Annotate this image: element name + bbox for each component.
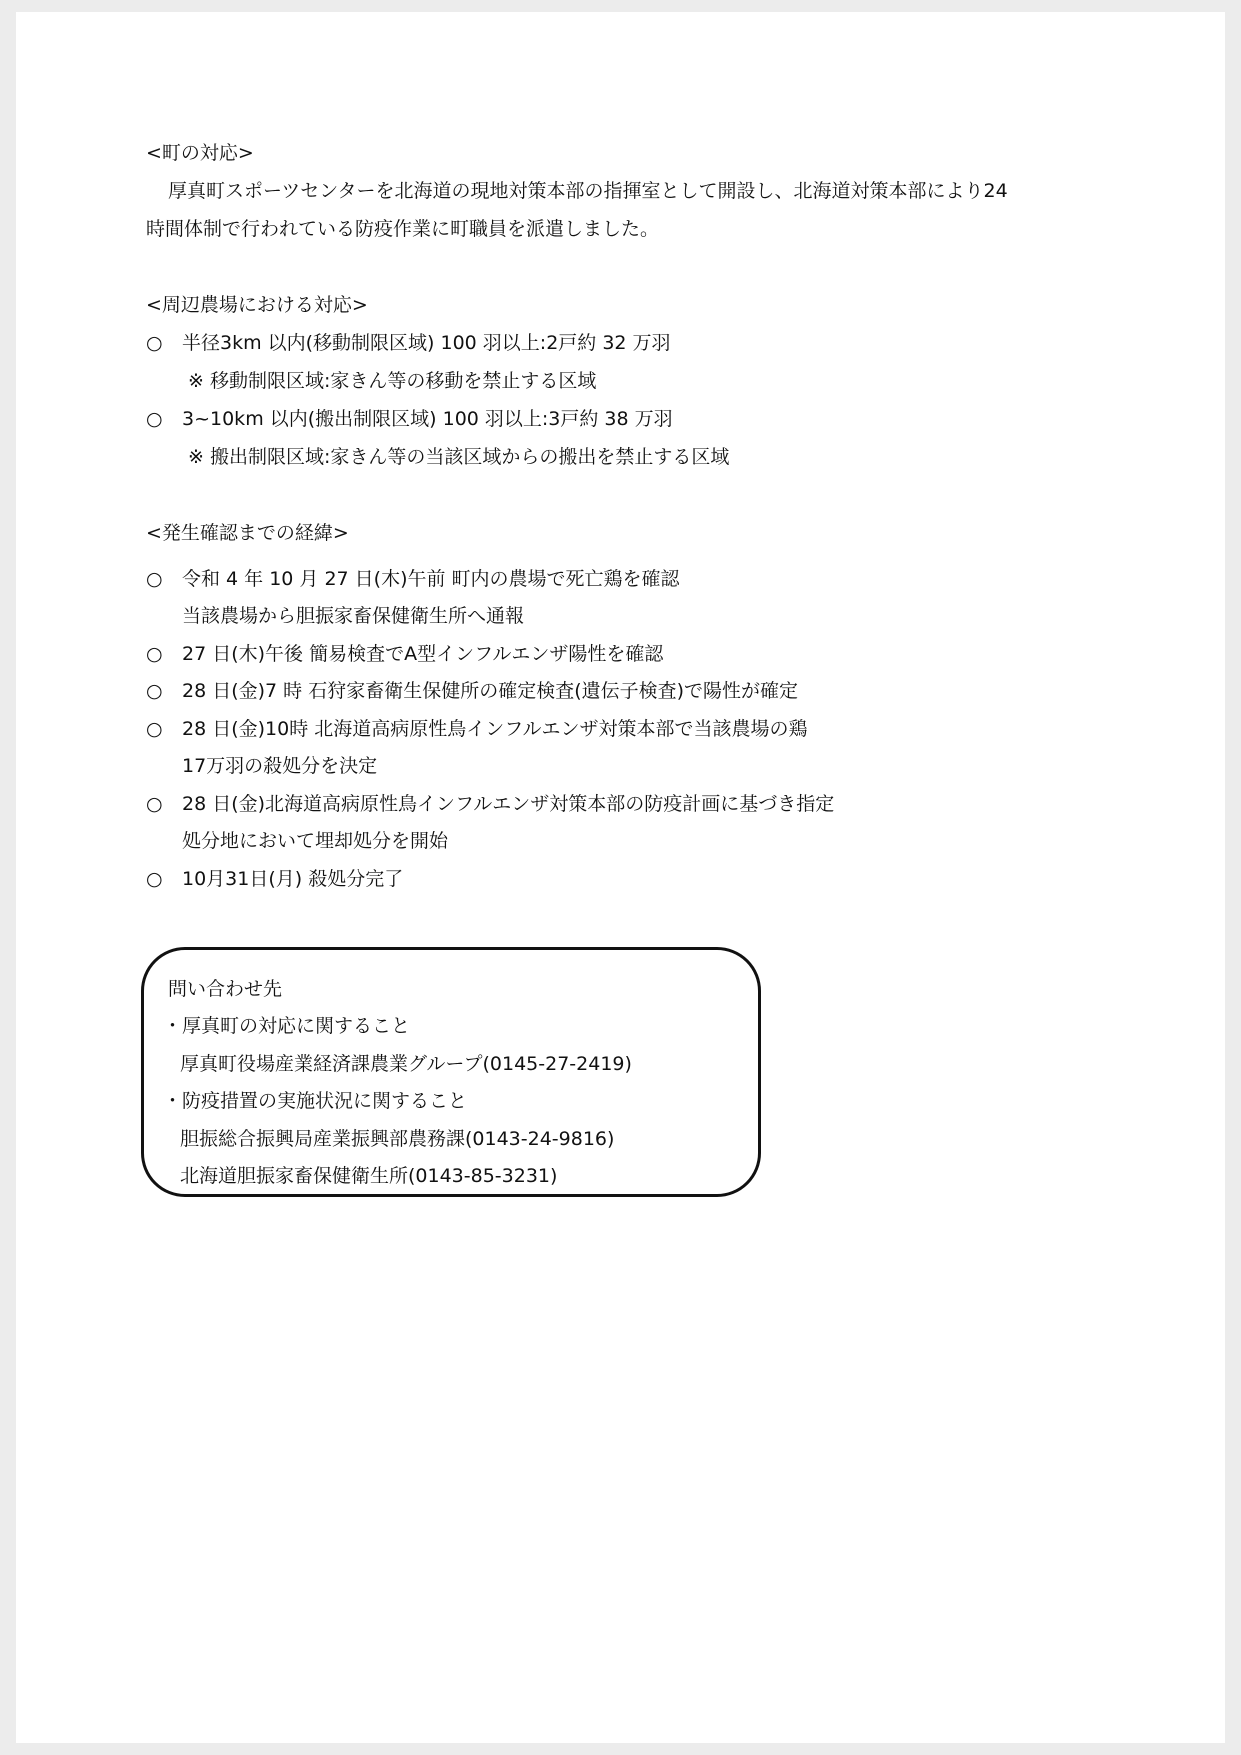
list-bullet: ○ bbox=[146, 718, 163, 740]
list-bullet: ○ bbox=[146, 868, 163, 890]
contact-section-label: ・厚真町の対応に関すること bbox=[163, 1015, 411, 1037]
surrounding-farms-heading: <周辺農場における対応> bbox=[146, 294, 368, 316]
timeline-item-continuation: 処分地において埋却処分を開始 bbox=[182, 830, 449, 852]
timeline-item: 10月31日(月) 殺処分完了 bbox=[182, 868, 404, 890]
timeline-item-continuation: 17万羽の殺処分を決定 bbox=[182, 755, 378, 777]
timeline-item: 28 日(金)7 時 石狩家畜衛生保健所の確定検査(遺伝子検査)で陽性が確定 bbox=[182, 680, 799, 702]
contact-entry: 北海道胆振家畜保健衛生所(0143-85-3231) bbox=[180, 1165, 558, 1187]
farm-zone-note: ※ 移動制限区域:家きん等の移動を禁止する区域 bbox=[188, 370, 597, 392]
town-response-paragraph-line-1: 厚真町スポーツセンターを北海道の現地対策本部の指揮室として開設し、北海道対策本部により24 bbox=[168, 180, 1008, 202]
list-bullet: ○ bbox=[146, 408, 163, 430]
list-bullet: ○ bbox=[146, 332, 163, 354]
timeline-item-continuation: 当該農場から胆振家畜保健衛生所へ通報 bbox=[182, 605, 525, 627]
document-page bbox=[16, 12, 1225, 1743]
list-bullet: ○ bbox=[146, 793, 163, 815]
list-bullet: ○ bbox=[146, 568, 163, 590]
contact-entry: 厚真町役場産業経済課農業グループ(0145-27-2419) bbox=[180, 1053, 632, 1075]
farm-zone-item: 半径3km 以内(移動制限区域) 100 羽以上:2戸約 32 万羽 bbox=[182, 332, 671, 354]
timeline-heading: <発生確認までの経緯> bbox=[146, 522, 349, 544]
timeline-item: 28 日(金)10時 北海道高病原性鳥インフルエンザ対策本部で当該農場の鶏 bbox=[182, 718, 808, 740]
timeline-item: 令和 4 年 10 月 27 日(木)午前 町内の農場で死亡鶏を確認 bbox=[182, 568, 680, 590]
list-bullet: ○ bbox=[146, 680, 163, 702]
timeline-item: 27 日(木)午後 簡易検査でA型インフルエンザ陽性を確認 bbox=[182, 643, 664, 665]
farm-zone-item: 3~10km 以内(搬出制限区域) 100 羽以上:3戸約 38 万羽 bbox=[182, 408, 673, 430]
list-bullet: ○ bbox=[146, 643, 163, 665]
timeline-item: 28 日(金)北海道高病原性鳥インフルエンザ対策本部の防疫計画に基づき指定 bbox=[182, 793, 835, 815]
town-response-heading: <町の対応> bbox=[146, 142, 254, 164]
contact-title: 問い合わせ先 bbox=[168, 978, 283, 1000]
farm-zone-note: ※ 搬出制限区域:家きん等の当該区域からの搬出を禁止する区域 bbox=[188, 446, 730, 468]
town-response-paragraph-line-2: 時間体制で行われている防疫作業に町職員を派遣しました。 bbox=[146, 218, 660, 240]
contact-entry: 胆振総合振興局産業振興部農務課(0143-24-9816) bbox=[180, 1128, 615, 1150]
contact-section-label: ・防疫措置の実施状況に関すること bbox=[163, 1090, 468, 1112]
document-content bbox=[16, 12, 1225, 1743]
